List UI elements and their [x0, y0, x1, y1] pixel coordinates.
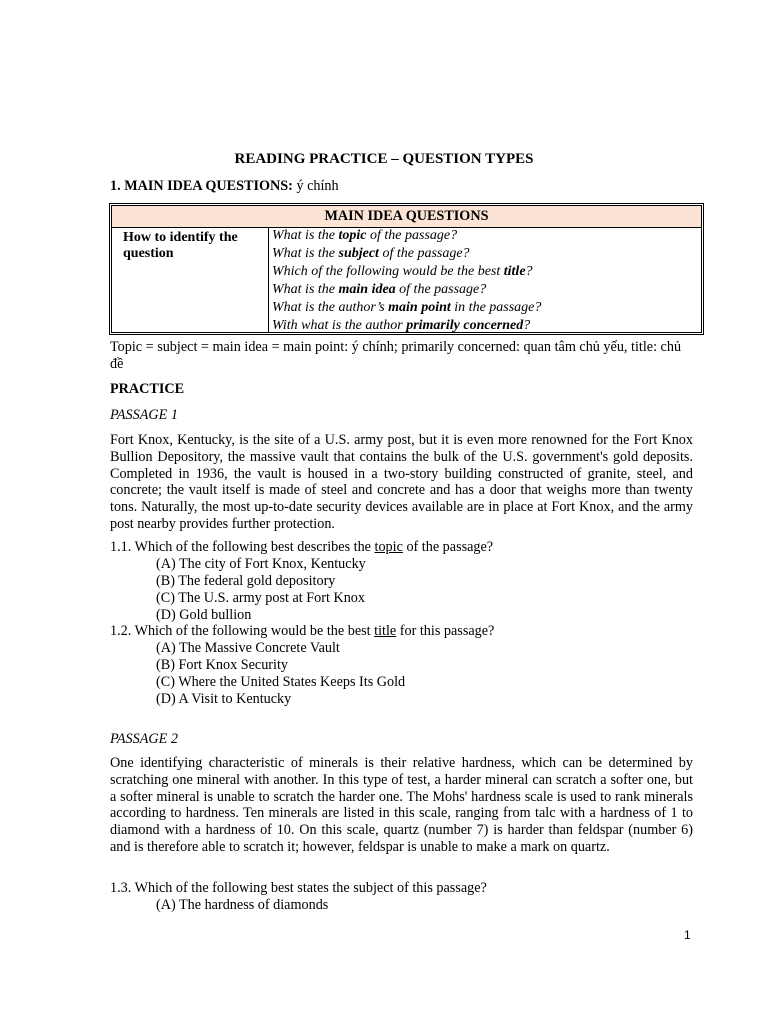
- question-1-2: 1.2. Which of the following would be the best title for this passage?: [110, 623, 495, 639]
- answer-option: (B) The federal gold depository: [156, 573, 336, 589]
- table-header: MAIN IDEA QUESTIONS: [112, 206, 701, 228]
- answer-option: (C) The U.S. army post at Fort Knox: [156, 590, 365, 606]
- question-form: What is the topic of the passage?: [272, 228, 458, 243]
- table-left-cell: [112, 228, 269, 332]
- question-1-1: 1.1. Which of the following best describes the topic of the passage?: [110, 539, 494, 555]
- question-1-3: 1.3. Which of the following best states the subject of this passage?: [110, 880, 487, 896]
- page-number: 1: [684, 928, 691, 942]
- vocabulary-note: Topic = subject = main idea = main point: ý chính; primarily concerned: quan tâm chủ yếu, title: chủ đề: [110, 339, 682, 372]
- section-heading: [110, 178, 339, 195]
- answer-option: (C) Where the United States Keeps Its Gold: [156, 674, 406, 690]
- answer-option: (D) A Visit to Kentucky: [156, 691, 292, 707]
- answer-option: (B) Fort Knox Security: [156, 657, 289, 673]
- passage-2-label: PASSAGE 2: [110, 731, 178, 747]
- main-idea-table: [109, 203, 704, 335]
- question-form: What is the subject of the passage?: [272, 246, 470, 261]
- answer-option: (A) The city of Fort Knox, Kentucky: [156, 556, 366, 572]
- table-right-cell: [271, 228, 699, 332]
- section-heading-label: 1. MAIN IDEA QUESTIONS:: [110, 178, 293, 194]
- passage-2-text: One identifying characteristic of minerals is their relative hardness, which can be determined by scratching one mineral with another. In this type of test, a harder mineral can scratch a softer one, but a softer mineral is unable to scratch the harder one. The Mohs' hardness scale is used to rank minerals according to hardness. Ten minerals are listed in this scale, ranging from talc with a hardness of 1 to diamond with a hardness of 10. On this scale, quartz (number 7) is harder than feldspar (number 6) and is therefore able to scratch it; however, feldspar is unable to make a mark on quartz.: [110, 755, 693, 855]
- section-heading-translation: ý chính: [296, 178, 339, 194]
- passage-1-label: PASSAGE 1: [110, 407, 178, 423]
- question-form: Which of the following would be the best title?: [272, 264, 533, 279]
- passage-1-text: Fort Knox, Kentucky, is the site of a U.S. army post, but it is even more renowned for the Fort Knox Bullion Depository, the massive vault that contains the bulk of the U.S. government's gold deposits. Completed in 1936, the vault is housed in a two-story building constructed of granite, steel, and concrete; the vault itself is made of steel and concrete and has a door that weighs more than twenty tons. Naturally, the most up-to-date security devices available are in place at Fort Knox, and the army post nearby provides further protection.: [110, 432, 693, 532]
- identify-label: How to identify the question: [123, 230, 238, 261]
- question-form: What is the main idea of the passage?: [272, 282, 487, 297]
- answer-option: (D) Gold bullion: [156, 607, 252, 623]
- answer-option: (A) The hardness of diamonds: [156, 897, 329, 913]
- question-form: With what is the author primarily concerned?: [272, 318, 531, 333]
- page-title: READING PRACTICE – QUESTION TYPES: [234, 151, 534, 167]
- answer-option: (A) The Massive Concrete Vault: [156, 640, 340, 656]
- practice-heading: PRACTICE: [110, 381, 185, 397]
- question-form: What is the author’s main point in the passage?: [272, 300, 542, 315]
